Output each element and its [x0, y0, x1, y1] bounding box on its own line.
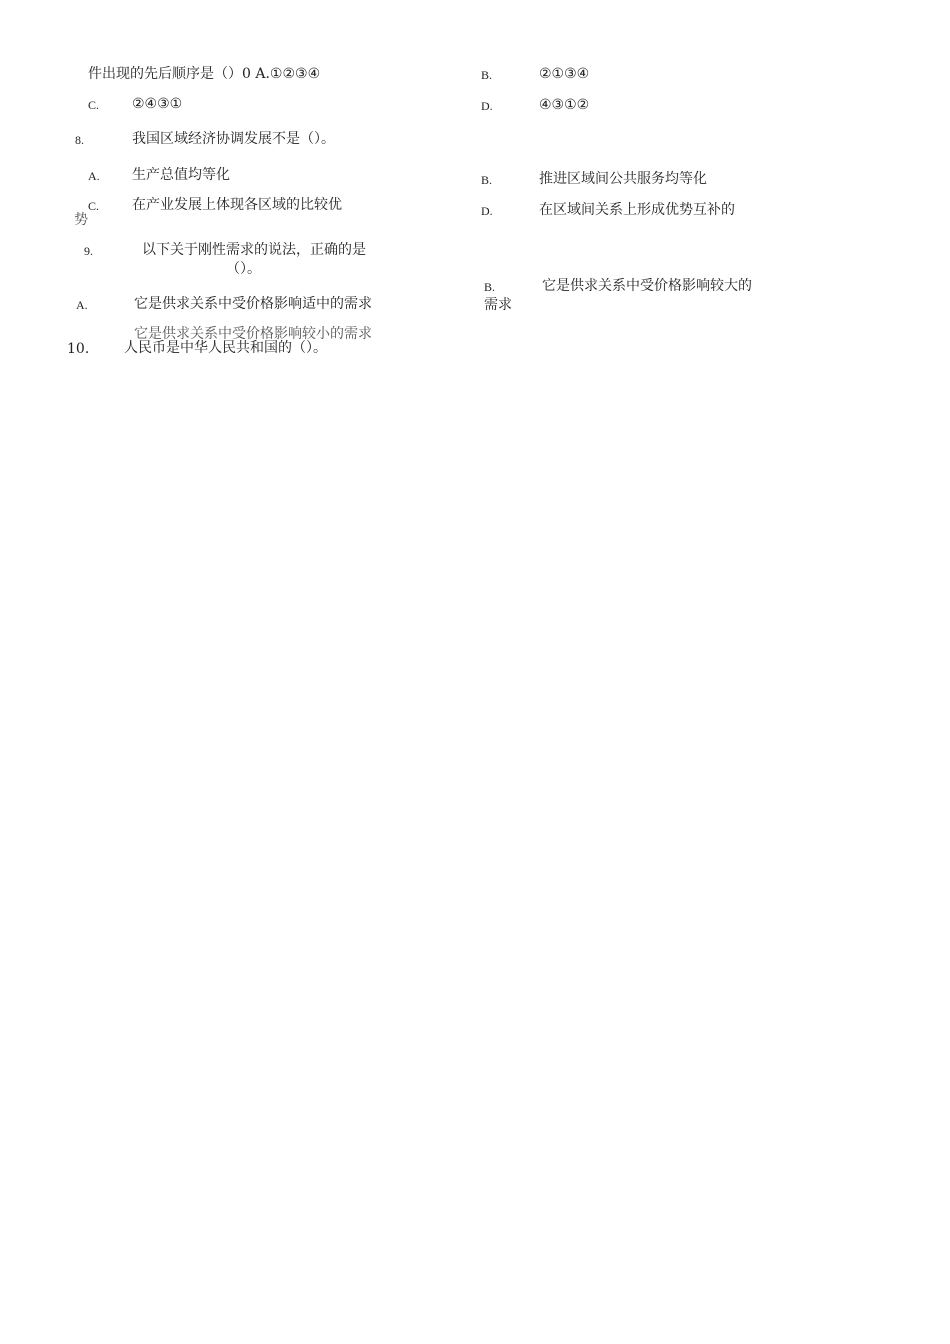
q8-option-d-text: 在区域间关系上形成优势互补的: [539, 202, 735, 218]
q9-option-a-text: 它是供求关系中受价格影响适中的需求: [134, 296, 372, 312]
q8-option-c-overflow: 势: [74, 212, 88, 228]
q9-option-b-text: 它是供求关系中受价格影响较大的: [542, 278, 752, 294]
q9-option-a-label: A.: [76, 298, 88, 312]
q8-option-a-label: A.: [88, 169, 100, 183]
q7-option-b-text: ②①③④: [539, 66, 590, 82]
q8-option-a-text: 生产总值均等化: [132, 167, 230, 183]
q9-cutoff-clip: [134, 326, 414, 342]
q7-option-d-text: ④③①②: [539, 97, 590, 113]
q7-option-c-label: C.: [88, 98, 100, 112]
q9-cutoff-line: 它是供求关系中受价格影响较小的需求: [134, 326, 372, 342]
q7-option-b-label: B.: [481, 68, 493, 82]
q8-option-c-overflow-clip: [74, 212, 94, 228]
q7-option-c-text: ②④③①: [132, 96, 183, 112]
q9-option-b-label: B.: [484, 280, 496, 294]
q9-number: 9.: [84, 244, 93, 258]
q8-option-d-label: D.: [481, 204, 493, 218]
q9-option-b-text-line2: 需求: [484, 297, 512, 313]
q7-stem-tail: 件出现的先后顺序是（）0 A.①②③④: [88, 66, 321, 82]
q9-stem-line2: （）。: [226, 261, 261, 277]
q8-option-b-text: 推进区域间公共服务均等化: [539, 171, 707, 187]
q9-stem-line1: 以下关于刚性需求的说法，正确的是: [142, 242, 366, 258]
q10-stem: 人民币是中华人民共和国的（）。: [124, 340, 327, 356]
q10-number: 10.: [67, 341, 90, 357]
q8-option-b-label: B.: [481, 173, 493, 187]
q8-stem: 我国区域经济协调发展不是（）。: [132, 131, 335, 147]
q8-option-c-text: 在产业发展上体现各区域的比较优: [132, 197, 342, 213]
q8-option-c-label: C.: [88, 199, 100, 213]
q7-option-d-label: D.: [481, 99, 493, 113]
q8-number: 8.: [75, 133, 84, 147]
